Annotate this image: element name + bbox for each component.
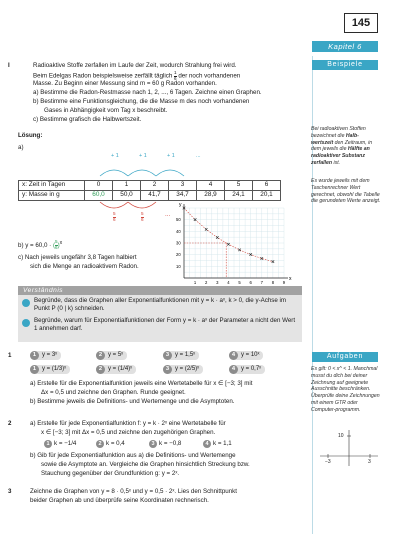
function-pill: 2 y = 5ˣ [96,351,127,360]
side-note-halbwertszeit: Bei radioaktiven Stoffen bezeichnet die Halb-wertszeit den Zeitraum, in dem jeweils die Hälfte an radioaktiver Substanz zerfallen ist. [311,126,373,166]
intro-line-3: Masse. Zu Beginn einer Messung sind m = 60 g Radon vorhanden. [33,80,217,87]
side-note-rounding: Es wurde jeweils mit dem Taschenrechner Wert gerechnet, obwohl die Tabelle die gerundeten Werte anzeigt. [311,178,381,205]
solution-c-line-2: sich die Menge an radioaktivem Radon. [30,263,139,270]
decay-chart [170,200,295,286]
factor-dots: ... [165,211,171,218]
x-tick-label: 1 [193,280,197,285]
task2-b-line-1: b) Gib für jede Exponentialfunktion aus a) die Definitions- und Wertemenge [30,452,236,459]
value-table [18,180,281,201]
solution-label: Lösung: [18,132,43,139]
x-tick-label: 9 [282,280,286,285]
function-pill: 1 y = 3ˣ [30,351,61,360]
bullet-icon [22,319,30,327]
k-option: 1 k = −1/4 [44,440,76,448]
step-arcs-top [92,140,272,180]
x-tick-label: 7 [260,280,263,285]
mini-y-label: 10 [338,433,344,439]
side-note-hint: Es gilt: 0 < x^ < 1. Manchmal musst du dich bei deiner Zeichnung auf geeignete Ausschnitte beschränken. Überprüfe deine Zeichnungen mit einem GTR oder Computer-programm. [311,366,380,413]
mini-x-left: −3 [325,459,331,465]
aufgaben-tab: Aufgaben [312,352,378,362]
function-pill: 2 y = (1/4)ˣ [96,365,136,374]
plus-label-1: + 1 [111,153,119,159]
task-number-2: 2 [8,420,12,427]
beispiele-tab: Beispiele [312,60,378,70]
plus-label-3: + 1 [167,153,175,159]
table-row-y-label: y: Masse in g [19,191,85,201]
y-axis-label: y [179,202,182,208]
function-pill: 3 y = (2/5)ˣ [163,365,203,374]
task3-line-1: Zeichne die Graphen von y = 8 · 0,5ˣ und y = 0,5 · 2ˣ. Lies den Schnittpunkt [30,488,238,495]
plus-label-4: ... [196,153,201,159]
k-option: 3 k = −0,8 [149,440,181,448]
bullet-icon [22,299,30,307]
fraction: $\frac{1}{6}$ [174,70,177,81]
function-pill: 3 y = 1,5ˣ [163,351,199,360]
solution-c-line-1: c) Nach jeweils ungefähr 3,8 Tagen halbiert [18,254,137,261]
x-tick-label: 4 [227,280,230,285]
function-pill: 4 y = 10ˣ [229,351,263,360]
verstaendnis-item-2: Begründe, warum für Exponentialfunktionen der Form y = k · aˣ der Parameter a nicht den Wert 1 annehmen darf. [34,317,296,333]
task-number-3: 3 [8,488,12,495]
y-tick-label: 50 [176,217,181,223]
task-a: a) Bestimme die Radon-Restmasse nach 1, 2, ..., 6 Tagen. Zeichne einen Graphen. [33,89,262,96]
task2-b-line-3: Stauchung gegenüber der Grundfunktion g: y = 2ˣ. [41,470,180,477]
page-number: 145 [344,13,378,33]
task2-b-line-2: sowie die Asymptote an. Vergleiche die Graphen hinsichtlich Streckung bzw. [41,461,250,468]
task2-a-line-2: x ∈ [−3; 3] mit Δx = 0,5 und zeichne den zugehörigen Graphen. [41,429,216,436]
task1-b: b) Bestimme jeweils die Definitions- und Wertemenge und die Asymptoten. [30,398,235,405]
solution-a-label: a) [18,144,24,151]
factor-label-1: $\frac{5}{6}$ [113,211,116,222]
x-tick-label: 8 [271,280,275,285]
k-option: 4 k = 1,1 [203,440,232,448]
task1-a-line-2: Δx = 0,5 und zeichne den Graphen. Runde geeignet. [41,389,186,396]
y-tick-label: 10 [176,263,181,269]
verstaendnis-box [18,295,302,342]
y-tick-label: 20 [176,252,181,258]
verstaendnis-item-1: Begründe, dass die Graphen aller Exponentialfunktionen mit y = k · aˣ, k > 0, die y-Achse im Punkt P (0 | k) schneiden. [34,297,287,313]
x-tick-label: 2 [205,280,208,285]
k-option: 2 k = 0,4 [96,440,125,448]
task1-a-line-1: a) Erstelle für die Exponentialfunktion jeweils eine Wertetabelle für x ∈ [−3; 3] mit [30,380,253,387]
task-b-line-2: Gases in Abhängigkeit vom Tag x beschreibt. [44,107,168,114]
y-tick-label: 40 [176,228,181,234]
function-pill: 1 y = (1/3)ˣ [30,365,70,374]
x-tick-label: 5 [238,280,241,285]
intro-line-1: Radioaktive Stoffe zerfallen im Laufe der Zeit, wodurch Strahlung frei wird. [33,62,237,69]
x-tick-label: 6 [249,280,252,285]
table-row-y: y: Masse in g 60,0 50,0 41,7 34,7 28,9 24,1 20,1 [19,191,281,201]
x-tick-label: 3 [216,280,219,285]
task-b-line-1: b) Bestimme eine Funktionsgleichung, die die Masse m des noch vorhandenen [33,98,250,105]
solution-b: b) y = 60,0 · ( $\frac{5}{6}$ )$^x$ [18,239,63,250]
task-c: c) Bestimme grafisch die Halbwertszeit. [33,116,142,123]
chapter-label: Kapitel 6 [312,41,378,52]
table-row-x: x: Zeit in Tagen 0 1 2 3 4 5 6 [19,181,281,191]
task3-line-2: beider Graphen ab und überprüfe seine Koordinaten rechnerisch. [30,497,209,504]
task-number-1: 1 [8,352,12,359]
function-pill: 4 y = 0,7ˣ [229,365,265,374]
factor-label-2: $\frac{5}{6}$ [141,211,144,222]
y-tick-label: 30 [176,240,181,246]
task-number-I: I [8,62,10,69]
verstaendnis-header: Verständnis [18,286,302,295]
intro-line-2: Beim Edelgas Radon beispielsweise zerfällt täglich $\frac{1}{6}$ der noch vorhandenen [33,70,241,81]
x-axis-label: x [289,276,292,282]
plus-label-2: + 1 [139,153,147,159]
table-row-x-label: x: Zeit in Tagen [19,181,85,191]
task2-a-line-1: a) Erstelle für jede Exponentialfunktion f: y = k · 2ˣ eine Wertetabelle für [30,420,226,427]
mini-x-right: 3 [368,459,371,465]
